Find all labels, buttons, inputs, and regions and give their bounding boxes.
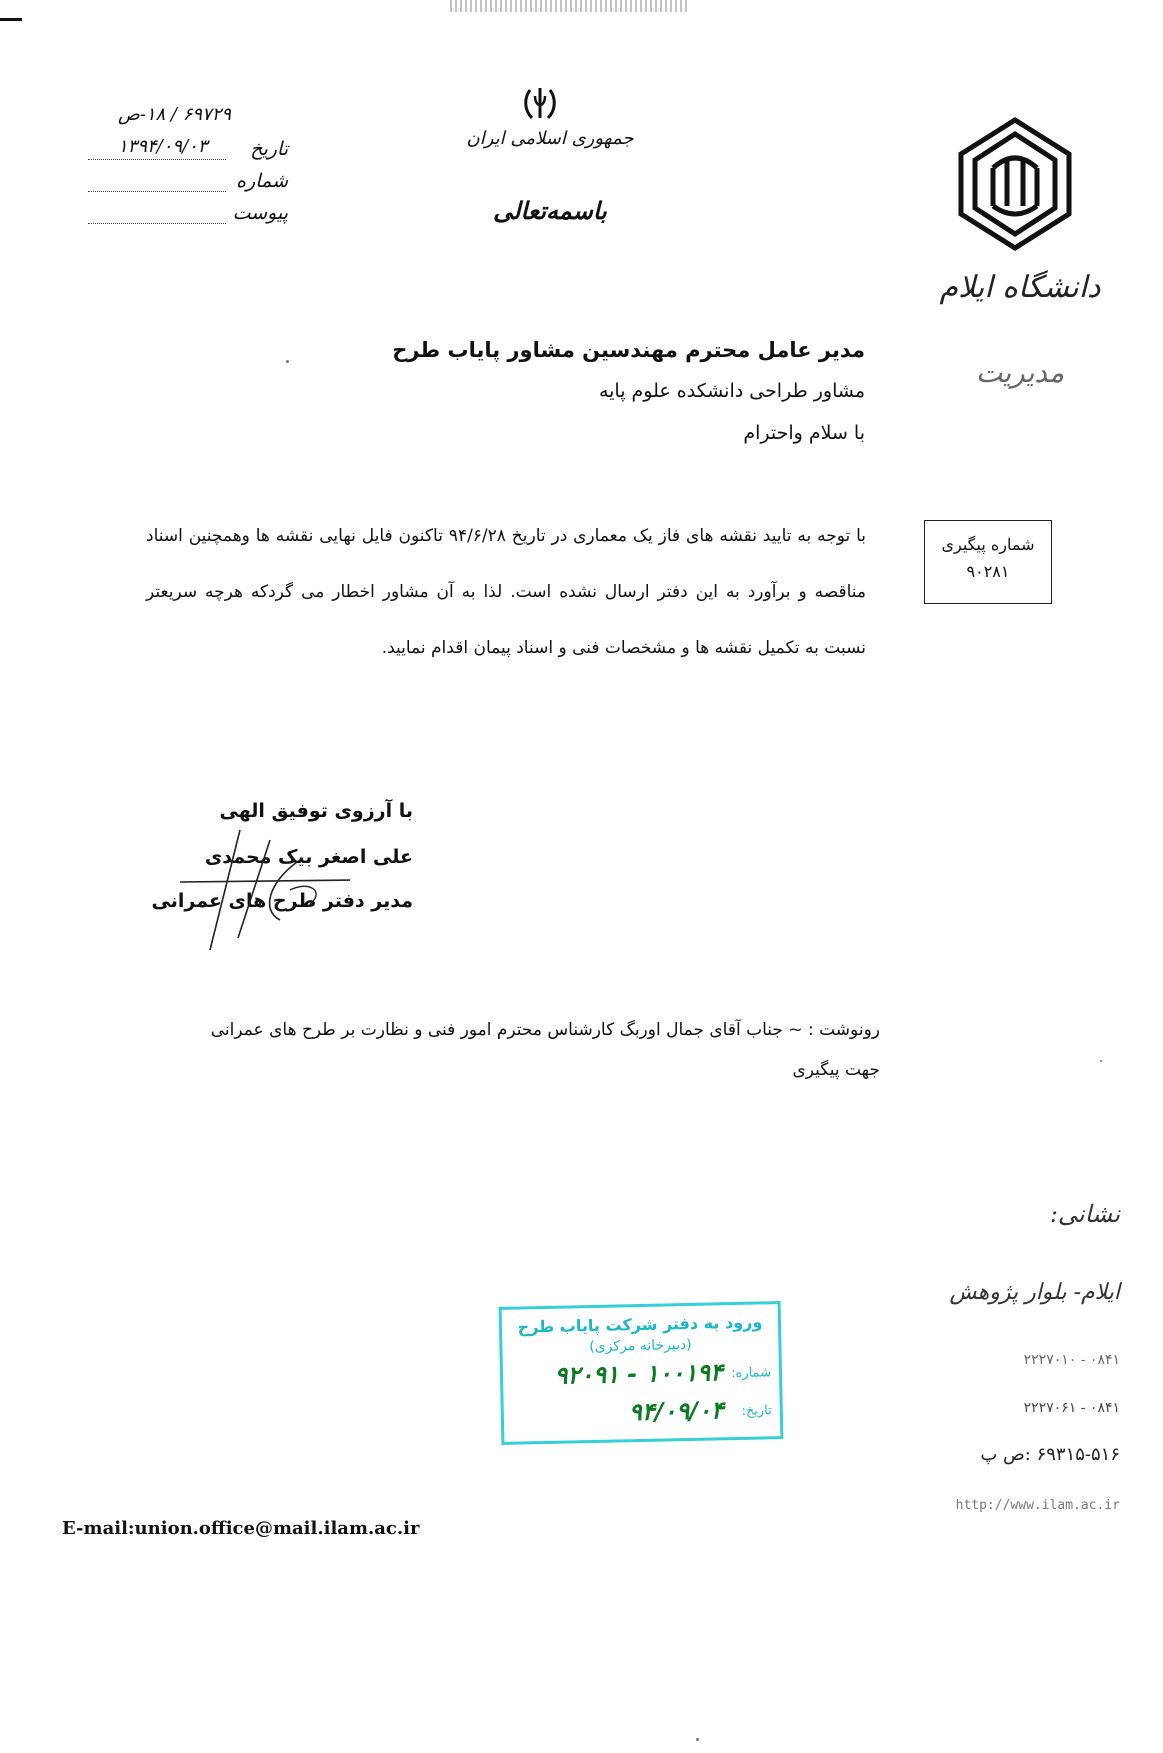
date-label: تاریخ bbox=[250, 138, 288, 160]
letter-body: با توجه به تایید نقشه های فاز یک معماری در تاریخ ۹۴/۶/۲۸ تاکنون فایل نهایی نقشه ها وهمچنین اسناد مناقصه و برآورد به این دفتر ارسال نشده است. لذا به آن مشاور اخطار می گردکه هرچه سریعتر نسبت به تکمیل نقشه ها و مشخصات فنی و اسناد پیمان اقدام نمایید. bbox=[146, 526, 866, 658]
number-row bbox=[88, 168, 288, 200]
stamp-subtitle: (دبیرخانه مرکزی) bbox=[589, 1336, 692, 1356]
scan-speck bbox=[286, 360, 289, 363]
scan-speck bbox=[1100, 1060, 1102, 1062]
website-link[interactable]: http://www.ilam.ac.ir bbox=[955, 1498, 1120, 1513]
number-label: شماره bbox=[236, 170, 288, 192]
addressee-title: مدیر عامل محترم مهندسین مشاور پایاب طرح bbox=[392, 338, 865, 362]
tracking-label: شماره پیگیری bbox=[941, 535, 1035, 554]
stamp-title: ورود به دفتر شرکت پایاب طرح bbox=[517, 1312, 763, 1337]
iran-emblem-icon bbox=[520, 84, 560, 124]
scan-mark bbox=[0, 18, 22, 21]
handwritten-signature bbox=[150, 820, 350, 960]
signer-title: مدیر دفتر طرح های عمرانی bbox=[151, 890, 413, 912]
stamp-date-row bbox=[504, 1393, 781, 1433]
addressee-subtitle: مشاور طراحی دانشکده علوم پایه bbox=[598, 380, 865, 402]
university-logo-icon bbox=[955, 114, 1075, 254]
attachment-row bbox=[88, 200, 288, 232]
university-name: دانشگاه ایلام bbox=[939, 270, 1101, 305]
scan-artifact bbox=[450, 0, 690, 12]
email-address[interactable]: E-mail:union.office@mail.ilam.ac.ir bbox=[62, 1518, 420, 1539]
po-box: ۶۹۳۱۵-۵۱۶ :ص پ bbox=[980, 1444, 1120, 1465]
tracking-number: ۹۰۲۸۱ bbox=[966, 562, 1010, 581]
letter-meta bbox=[88, 104, 288, 232]
bismillah-heading: باسمه‌تعالی bbox=[493, 196, 607, 225]
attachment-label: پیوست bbox=[232, 202, 288, 224]
letter-number: ۶۹۷۲۹ / ۱۸-ص bbox=[118, 104, 232, 125]
republic-heading: جمهوری اسلامی ایران bbox=[466, 128, 634, 149]
department-name: مدیریت bbox=[975, 356, 1065, 389]
date-row bbox=[88, 136, 288, 168]
stamp-number-label: شماره: bbox=[731, 1365, 772, 1382]
letter-number-row bbox=[88, 104, 288, 136]
stamp-number: ۱۰۰۱۹۴ - ۹۲۰۹۱ bbox=[554, 1358, 724, 1390]
phone-number: ۰۸۴۱ - ۲۲۲۷۰۱۰ bbox=[1023, 1352, 1120, 1368]
stamp-number-row bbox=[503, 1355, 780, 1395]
carbon-copy: رونوشت : ~ جناب آقای جمال اوربگ کارشناس محترم امور فنی و نظارت بر طرح های عمرانی جهت پیگیری bbox=[210, 1020, 880, 1080]
stamp-date: ۹۴/۰۹/۰۴ bbox=[628, 1396, 725, 1427]
tracking-box bbox=[924, 520, 1052, 604]
stamp-date-label: تاریخ: bbox=[741, 1403, 772, 1419]
address-label: نشانی: bbox=[1049, 1200, 1120, 1228]
greeting: با سلام واحترام bbox=[743, 422, 865, 444]
fax-number: ۰۸۴۱ - ۲۲۲۷۰۶۱ bbox=[1023, 1400, 1120, 1416]
scan-speck bbox=[696, 1738, 699, 1741]
address-line: ایلام- بلوار پژوهش bbox=[949, 1280, 1120, 1305]
received-stamp bbox=[499, 1301, 784, 1445]
letter-date: ۱۳۹۴/۰۹/۰۳ bbox=[118, 136, 208, 157]
signer-name: علی اصغر بیک محمدی bbox=[204, 846, 413, 868]
closing-phrase: با آرزوی توفیق الهی bbox=[219, 800, 413, 822]
